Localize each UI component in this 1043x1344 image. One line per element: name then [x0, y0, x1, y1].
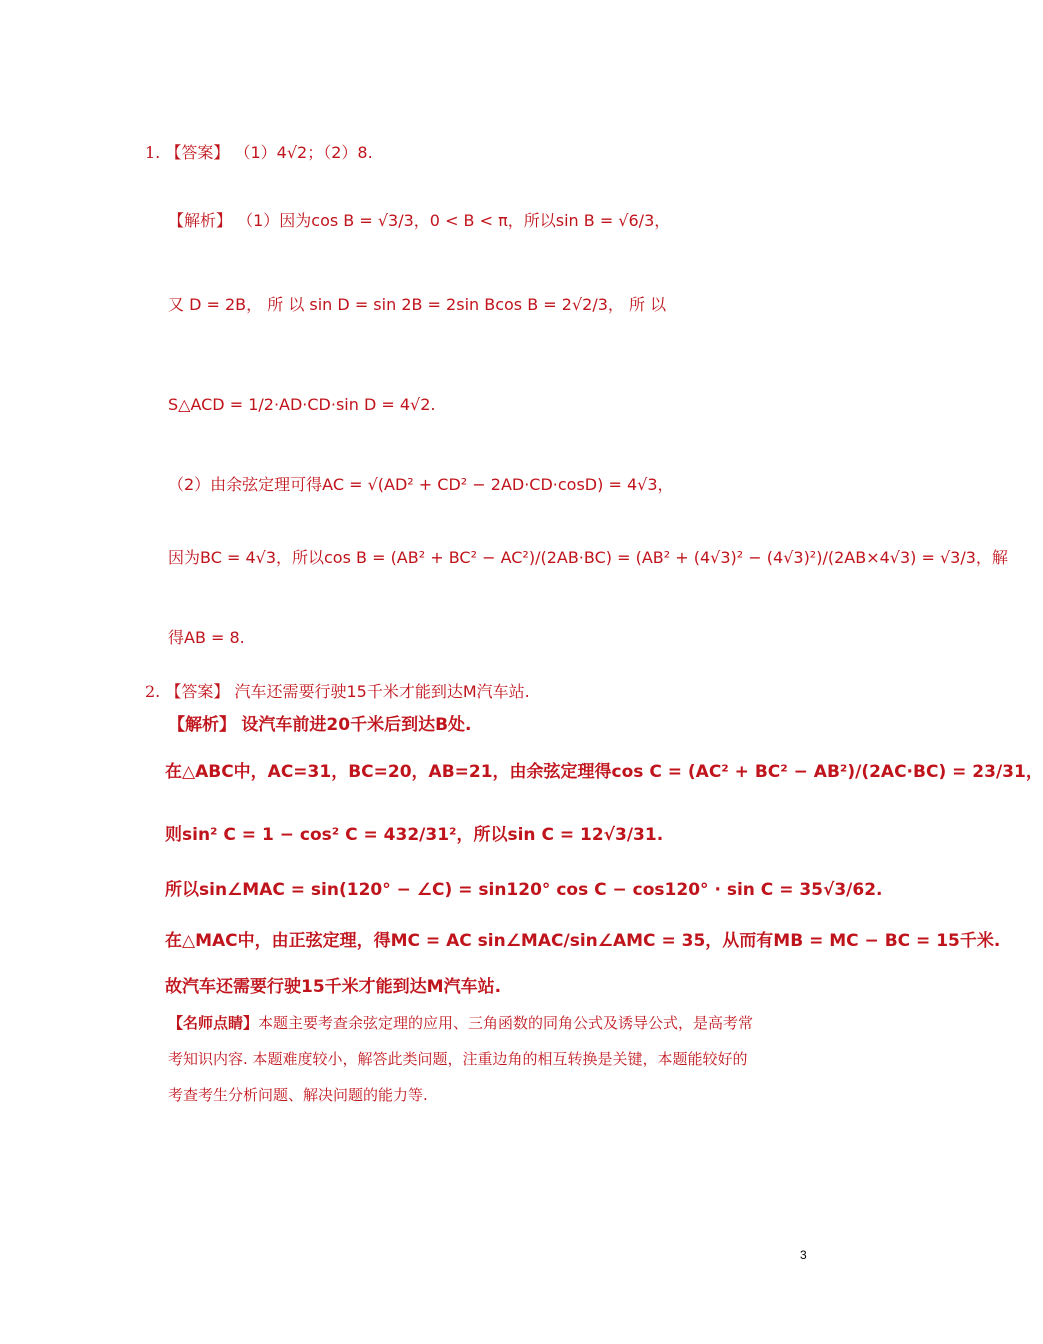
q2-comment-tag: 【名师点睛】	[168, 1014, 259, 1032]
q1-line4	[168, 472, 674, 495]
q2-answer-tag: 【答案】	[165, 682, 230, 701]
q2-heading	[145, 679, 530, 702]
q2-line6	[165, 972, 501, 997]
q1-line6-text: 得AB = 8.	[168, 628, 245, 647]
q1-answer-text: （1）4√2；（2）8.	[234, 143, 373, 162]
q1-line1-text: （1）因为cos B = √3/3，0 < B < π，所以sin B = √6/3，	[237, 211, 671, 230]
q1-heading	[145, 140, 373, 163]
q1-line3-text: S△ACD = 1/2·AD·CD·sin D = 4√2.	[168, 395, 436, 414]
q2-line3	[165, 820, 663, 845]
q1-line3	[168, 395, 436, 414]
q2-comment-line1: 本题主要考查余弦定理的应用、三角函数的同角公式及诱导公式，是高考常	[258, 1014, 754, 1032]
q2-analysis-line1	[168, 710, 471, 735]
q2-line4	[165, 875, 883, 900]
page-number: 3	[800, 1248, 807, 1262]
q1-line2-text: 又 D = 2B， 所 以 sin D = sin 2B = 2sin Bcos B = 2√2/3， 所 以	[168, 295, 667, 314]
q2-line5	[165, 926, 1000, 951]
q1-line4-text: （2）由余弦定理可得AC = √(AD² + CD² − 2AD·CD·cosD) = 4√3，	[168, 475, 674, 494]
q2-answer-text: 汽车还需要行驶15千米才能到达M汽车站.	[234, 682, 530, 701]
q1-line5	[168, 545, 1008, 568]
q2-line5-text: 在△MAC中，由正弦定理，得MC = AC sin∠MAC/sin∠AMC = 35，从而有MB = MC − BC = 15千米.	[165, 931, 1001, 951]
q2-comment-line2: 考知识内容. 本题难度较小，解答此类问题，注重边角的相互转换是关键，本题能较好的	[168, 1050, 748, 1068]
q1-analysis-tag: 【解析】	[168, 211, 233, 230]
q2-line1-text: 设汽车前进20千米后到达B处.	[241, 715, 472, 735]
q2-line6-text: 故汽车还需要行驶15千米才能到达M汽车站.	[165, 977, 502, 997]
q1-line5-text: 因为BC = 4√3，所以cos B = (AB² + BC² − AC²)/(2AB·BC) = (AB² + (4√3)² − (4√3)²)/(2AB×4√3) = √3/3，解	[168, 548, 1008, 567]
q2-line2	[165, 757, 1043, 782]
q2-index: 2.	[145, 682, 161, 701]
q2-line2-text: 在△ABC中，AC=31，BC=20，AB=21，由余弦定理得cos C = (AC² + BC² − AB²)/(2AC·BC) = 23/31，	[165, 762, 1043, 782]
q1-analysis-line1	[168, 208, 670, 231]
q1-answer-tag: 【答案】	[165, 143, 230, 162]
q2-analysis-tag: 【解析】	[168, 715, 236, 735]
q1-line2	[168, 292, 666, 315]
q1-line6	[168, 625, 245, 648]
q2-line4-text: 所以sin∠MAC = sin(120° − ∠C) = sin120° cos C − cos120° · sin C = 35√3/62.	[165, 880, 883, 900]
q2-comment	[168, 1005, 753, 1113]
q1-index: 1.	[145, 143, 161, 162]
q2-comment-line3: 考查考生分析问题、解决问题的能力等.	[168, 1086, 428, 1104]
q2-line3-text: 则sin² C = 1 − cos² C = 432/31²，所以sin C = 12√3/31.	[165, 825, 664, 845]
